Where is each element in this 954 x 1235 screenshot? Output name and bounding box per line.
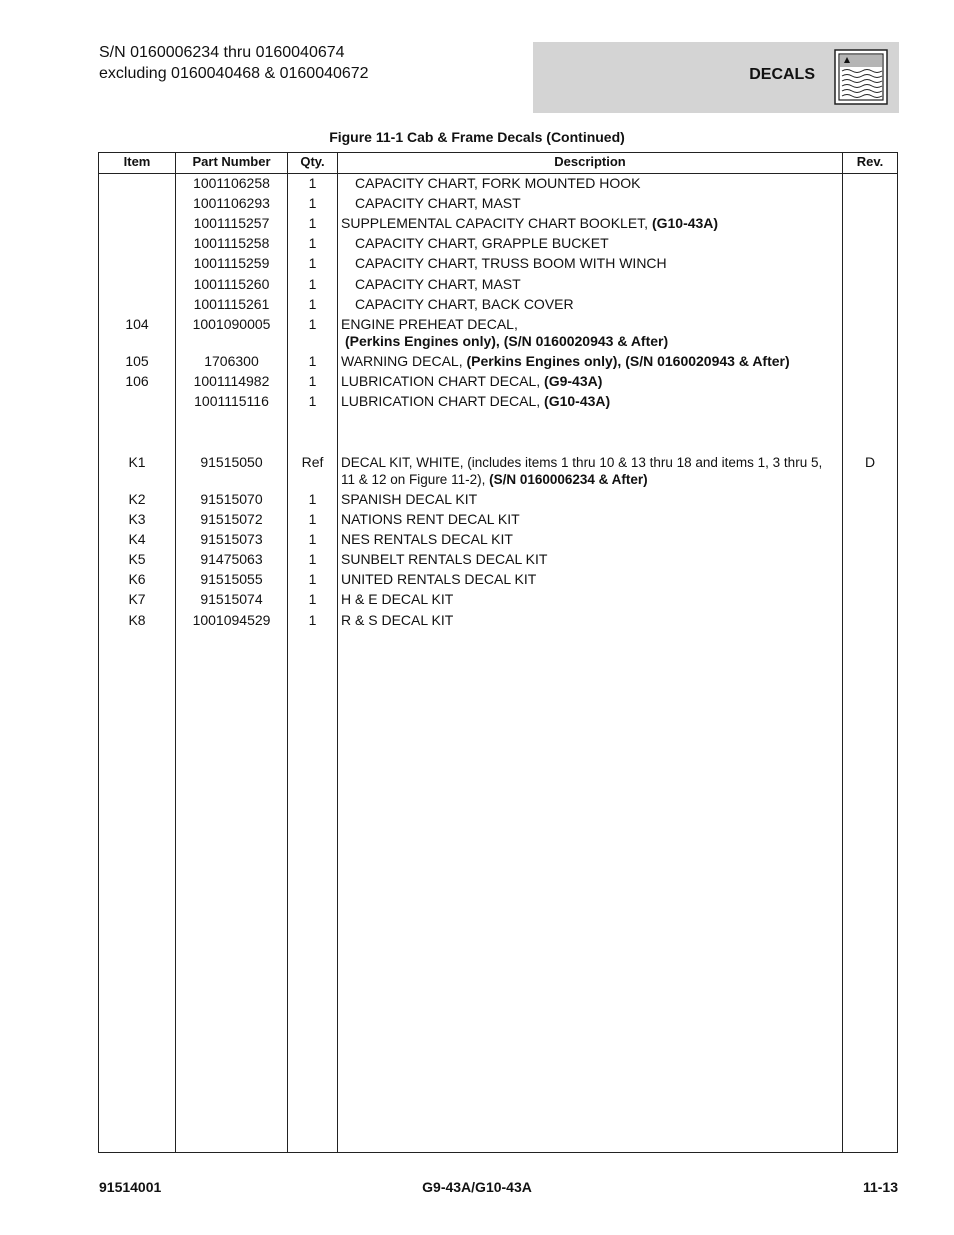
- part-number-cell: 1001114982: [193, 373, 270, 389]
- column-header-part-number: Part Number: [192, 154, 271, 169]
- description-cell: SUNBELT RENTALS DECAL KIT: [341, 551, 548, 567]
- description-cell: CAPACITY CHART, TRUSS BOOM WITH WINCH: [355, 255, 667, 271]
- parts-table: [98, 152, 898, 1153]
- part-number-cell: 1001115259: [193, 255, 270, 271]
- description-cell: R & S DECAL KIT: [341, 612, 454, 628]
- section-header: [533, 42, 899, 113]
- header-divider: [99, 173, 897, 174]
- qty-cell: 1: [308, 296, 317, 312]
- description-cell: ENGINE PREHEAT DECAL, (Perkins Engines only), (S/N 0160020943 & After): [341, 316, 669, 349]
- item-cell: 106: [125, 373, 149, 389]
- qty-cell: 1: [308, 235, 317, 251]
- qty-cell: 1: [308, 373, 317, 389]
- description-cell: NES RENTALS DECAL KIT: [341, 531, 513, 547]
- model-tag: (Perkins Engines only), (S/N 0160020943 & After): [466, 353, 790, 369]
- figure-title: Figure 11-1 Cab & Frame Decals (Continued): [329, 129, 625, 145]
- column-header-qty: Qty.: [300, 154, 325, 169]
- description-cell: SUPPLEMENTAL CAPACITY CHART BOOKLET, (G10-43A): [341, 215, 719, 231]
- description-cell: LUBRICATION CHART DECAL, (G10-43A): [341, 393, 611, 409]
- serial-line-2: excluding 0160040468 & 0160040672: [99, 65, 369, 82]
- part-number-cell: 1001115260: [193, 276, 270, 292]
- part-number-cell: 91515050: [200, 454, 263, 470]
- book-icon: [834, 49, 888, 105]
- serial-range: [99, 42, 369, 84]
- qty-cell: 1: [308, 612, 317, 628]
- part-number-cell: 1001094529: [192, 612, 271, 628]
- qty-cell: 1: [308, 531, 317, 547]
- description-cell: LUBRICATION CHART DECAL, (G9-43A): [341, 373, 603, 389]
- qty-cell: 1: [308, 195, 317, 211]
- qty-cell: 1: [308, 353, 317, 369]
- qty-cell: 1: [308, 316, 317, 332]
- description-cell: CAPACITY CHART, MAST: [355, 276, 521, 292]
- model-tag: (G9-43A): [544, 373, 603, 389]
- serial-line-1: S/N 0160006234 thru 0160040674: [99, 44, 345, 61]
- qty-cell: 1: [308, 175, 317, 191]
- column-header-rev: Rev.: [856, 154, 884, 169]
- part-number-cell: 1001115116: [194, 393, 269, 409]
- item-cell: K5: [128, 551, 146, 567]
- model-tag: (G10-43A): [651, 215, 719, 231]
- column-header-item: Item: [123, 154, 151, 169]
- footer-page-number: 11-13: [862, 1179, 898, 1195]
- qty-cell: 1: [308, 215, 317, 231]
- qty-cell: 1: [308, 511, 317, 527]
- qty-cell: Ref: [301, 454, 324, 470]
- model-tag: (Perkins Engines only), (S/N 0160020943 & After): [345, 333, 669, 349]
- part-number-cell: 1001090005: [192, 316, 271, 332]
- part-number-cell: 1001115258: [193, 235, 270, 251]
- item-cell: K6: [128, 571, 146, 587]
- part-number-cell: 91475063: [200, 551, 263, 567]
- description-cell: WARNING DECAL, (Perkins Engines only), (S/N 0160020943 & After): [341, 353, 790, 369]
- part-number-cell: 91515070: [200, 491, 263, 507]
- column-header-description: Description: [554, 154, 626, 169]
- part-number-cell: 91515055: [200, 571, 263, 587]
- part-number-cell: 1001106293: [193, 195, 270, 211]
- rev-cell: D: [864, 454, 876, 470]
- part-number-cell: 91515072: [200, 511, 263, 527]
- description-cell: SPANISH DECAL KIT: [341, 491, 478, 507]
- description-cell: CAPACITY CHART, MAST: [355, 195, 521, 211]
- qty-cell: 1: [308, 591, 317, 607]
- column-divider: [337, 153, 338, 1152]
- model-tag: (S/N 0160006234 & After): [489, 472, 648, 487]
- description-cell: UNITED RENTALS DECAL KIT: [341, 571, 537, 587]
- item-cell: K1: [128, 454, 146, 470]
- description-cell: CAPACITY CHART, GRAPPLE BUCKET: [355, 235, 609, 251]
- footer-model: G9-43A/G10-43A: [422, 1179, 532, 1195]
- qty-cell: 1: [308, 551, 317, 567]
- part-number-cell: 1706300: [204, 353, 259, 369]
- description-cell: CAPACITY CHART, FORK MOUNTED HOOK: [355, 175, 641, 191]
- item-cell: 104: [125, 316, 149, 332]
- description-cell: NATIONS RENT DECAL KIT: [341, 511, 520, 527]
- item-cell: K4: [128, 531, 146, 547]
- part-number-cell: 1001115261: [193, 296, 270, 312]
- item-cell: K2: [128, 491, 146, 507]
- section-title: DECALS: [749, 66, 815, 83]
- qty-cell: 1: [308, 393, 317, 409]
- qty-cell: 1: [308, 491, 317, 507]
- qty-cell: 1: [308, 255, 317, 271]
- description-cell: H & E DECAL KIT: [341, 591, 454, 607]
- part-number-cell: 1001115257: [193, 215, 270, 231]
- item-cell: 105: [125, 353, 149, 369]
- qty-cell: 1: [308, 571, 317, 587]
- description-cell: CAPACITY CHART, BACK COVER: [355, 296, 574, 312]
- item-cell: K7: [128, 591, 146, 607]
- qty-cell: 1: [308, 276, 317, 292]
- footer-doc-number: 91514001: [99, 1179, 162, 1195]
- item-cell: K8: [128, 612, 146, 628]
- model-tag: (G10-43A): [544, 393, 611, 409]
- description-cell: DECAL KIT, WHITE, (includes items 1 thru 10 & 13 thru 18 and items 1, 3 thru 5, 11 & 12 on Figure 11-2), (S/N 0160006234 & After): [341, 455, 823, 487]
- column-divider: [842, 153, 843, 1152]
- part-number-cell: 91515074: [200, 591, 263, 607]
- part-number-cell: 91515073: [200, 531, 263, 547]
- part-number-cell: 1001106258: [193, 175, 270, 191]
- item-cell: K3: [128, 511, 146, 527]
